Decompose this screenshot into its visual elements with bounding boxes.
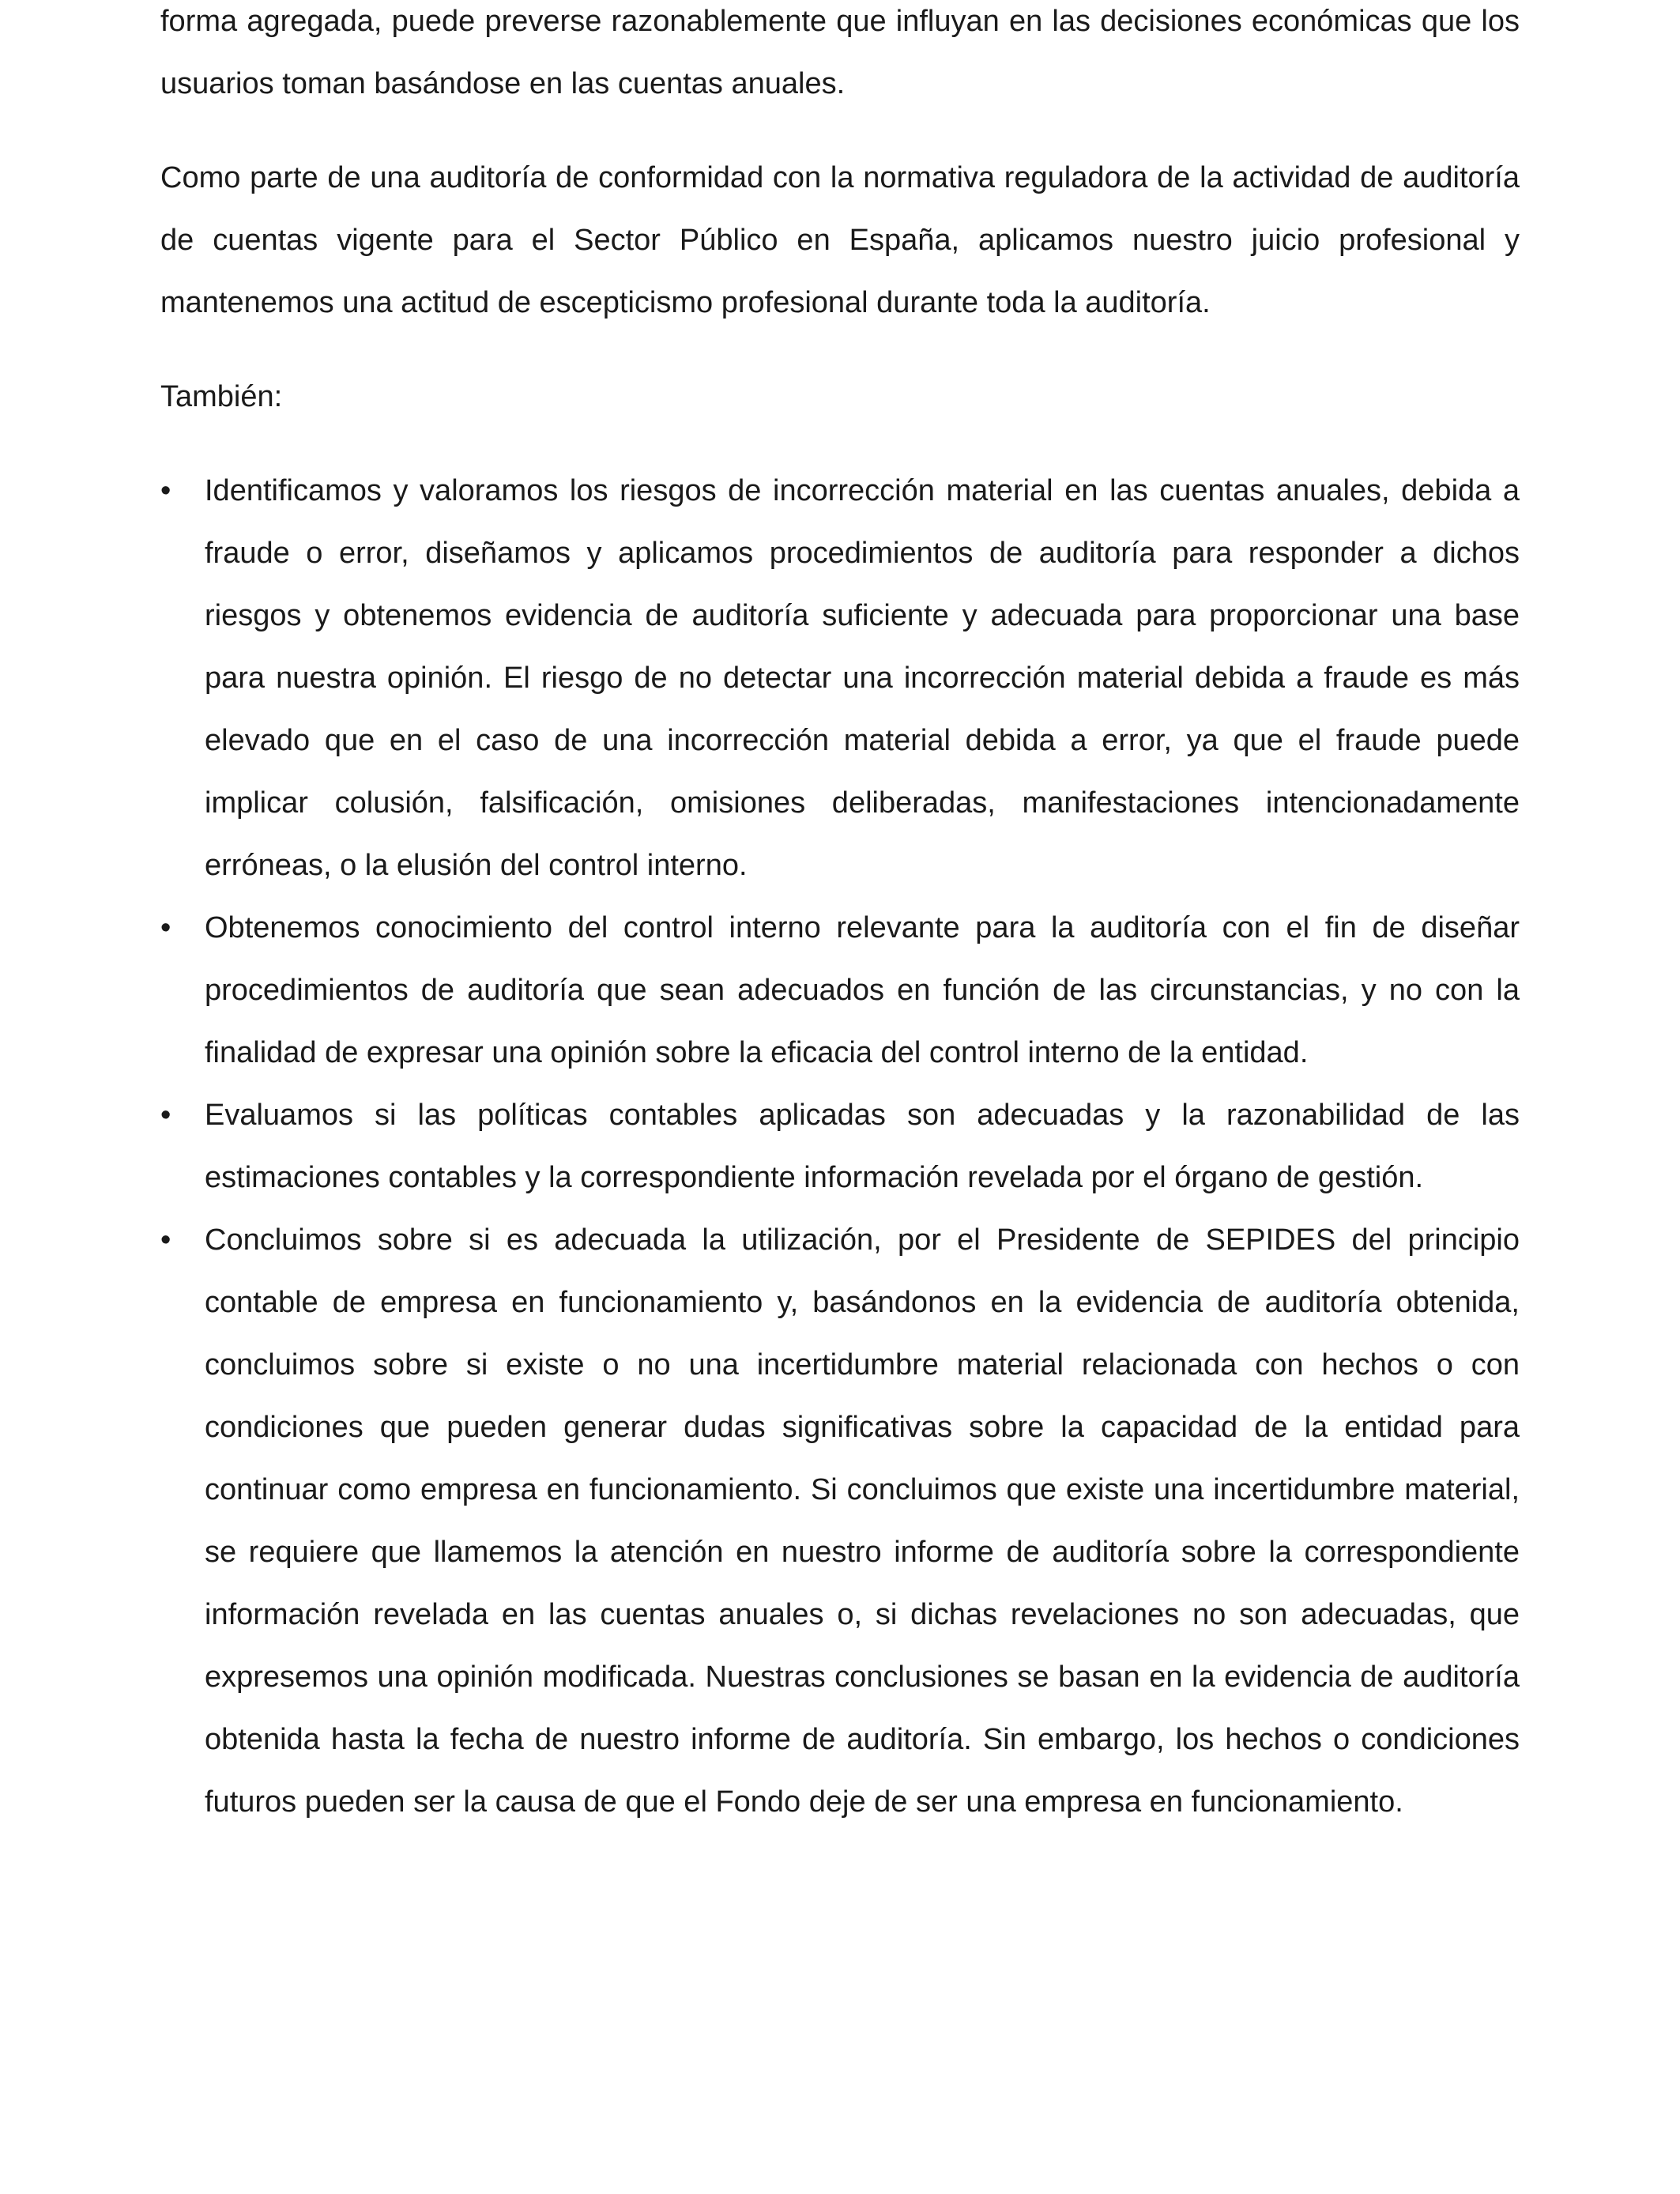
- bullet-list: [160, 460, 1520, 1834]
- list-item: [160, 1084, 1520, 1209]
- document-page: [160, 0, 1520, 1834]
- list-item-text: Identificamos y valoramos los riesgos de incorrección material en las cuentas anuales, debida a fraude o error, diseñamos y aplicamos procedimientos de auditoría para responder a dichos riesgos y obtenemos evidencia de auditoría suficiente y adecuada para proporcionar una base para nuestra opinión. El riesgo de no detectar una incorrección material debida a fraude es más elevado que en el caso de una incorrección material debida a error, ya que el fraude puede implicar colusión, falsificación, omisiones deliberadas, manifestaciones intencionadamente erróneas, o la elusión del control interno.: [205, 474, 1520, 882]
- list-item-text: Concluimos sobre si es adecuada la utilización, por el Presidente de SEPIDES del principio contable de empresa en funcionamiento y, basándonos en la evidencia de auditoría obtenida, concluimos sobre si existe o no una incertidumbre material relacionada con hechos o con condiciones que pueden generar dudas significativas sobre la capacidad de la entidad para continuar como empresa en funcionamiento. Si concluimos que existe una incertidumbre material, se requiere que llamemos la atención en nuestro informe de auditoría sobre la correspondiente información revelada en las cuentas anuales o, si dichas revelaciones no son adecuadas, que expresemos una opinión modificada. Nuestras conclusiones se basan en la evidencia de auditoría obtenida hasta la fecha de nuestro informe de auditoría. Sin embargo, los hechos o condiciones futuros pueden ser la causa de que el Fondo deje de ser una empresa en funcionamiento.: [205, 1223, 1520, 1819]
- paragraph-continuation: forma agregada, puede preverse razonablemente que influyan en las decisiones económicas que los usuarios toman basándose en las cuentas anuales.: [160, 5, 1520, 100]
- paragraph-tambien: También:: [160, 380, 283, 413]
- list-item-text: Evaluamos si las políticas contables aplicadas son adecuadas y la razonabilidad de las estimaciones contables y la correspondiente información revelada por el órgano de gestión.: [205, 1099, 1520, 1194]
- list-item: [160, 897, 1520, 1084]
- list-item-text: Obtenemos conocimiento del control interno relevante para la auditoría con el fin de diseñar procedimientos de auditoría que sean adecuados en función de las circunstancias, y no con la finalidad de expresar una opinión sobre la eficacia del control interno de la entidad.: [205, 911, 1520, 1069]
- bullet-icon: •: [160, 1223, 171, 1257]
- bullet-icon: •: [160, 1099, 171, 1132]
- paragraph-audit-conformity: Como parte de una auditoría de conformidad con la normativa reguladora de la actividad de auditoría de cuentas vigente para el Sector Público en España, aplicamos nuestro juicio profesional y mantenemos una actitud de escepticismo profesional durante toda la auditoría.: [160, 161, 1520, 319]
- list-item: [160, 460, 1520, 897]
- bullet-icon: •: [160, 911, 171, 944]
- list-item: [160, 1209, 1520, 1834]
- bullet-icon: •: [160, 474, 171, 507]
